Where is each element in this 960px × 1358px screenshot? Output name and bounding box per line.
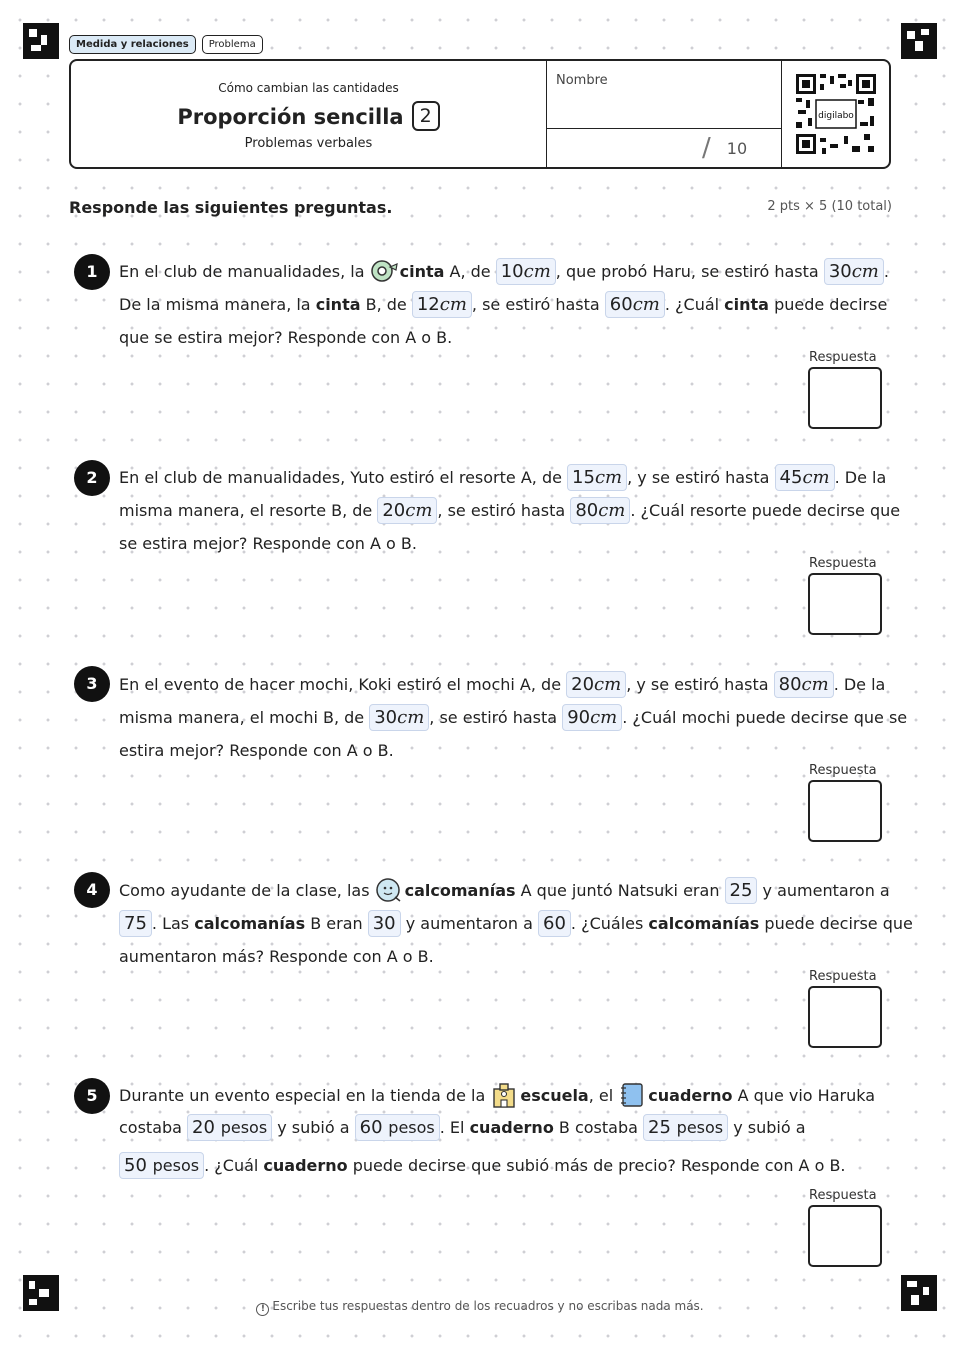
answer-label: Respuesta xyxy=(809,1188,877,1203)
answer-label: Respuesta xyxy=(809,350,877,365)
name-divider xyxy=(547,128,781,129)
tape-icon xyxy=(370,258,398,284)
value-box: 12cm xyxy=(412,291,472,318)
value-box: 20cm xyxy=(566,671,626,698)
school-icon xyxy=(490,1082,518,1108)
sticker-icon xyxy=(375,877,403,903)
answer-label: Respuesta xyxy=(809,763,877,778)
value-box: 25 pesos xyxy=(643,1114,728,1141)
value-box: 75 xyxy=(119,910,152,937)
value-box: 25 xyxy=(725,877,758,904)
value-box: 10cm xyxy=(496,258,556,285)
value-box: 30cm xyxy=(824,258,884,285)
points-summary: 2 pts × 5 (10 total) xyxy=(767,199,892,214)
value-box: 90cm xyxy=(562,704,622,731)
question-number: 5 xyxy=(74,1078,110,1114)
value-box: 80cm xyxy=(570,497,630,524)
instructions: Responde las siguientes preguntas. xyxy=(69,198,393,217)
name-field[interactable] xyxy=(546,61,782,167)
answer-box[interactable] xyxy=(808,367,882,429)
answer-box[interactable] xyxy=(808,1205,882,1267)
score-total: 10 xyxy=(726,139,748,158)
question-text: Durante un evento especial en la tienda de la escuela, el cuaderno A que vio Haruka costaba 20 pesos y subió a 60 pesos . El cuaderno B costaba 25 pesos y subió a 50 pesos . ¿Cuál cuaderno puede decirse que subió más de precio? Responde con A o B. xyxy=(119,1080,895,1182)
value-box: 30cm xyxy=(369,704,429,731)
score-field[interactable]: / 10 xyxy=(702,133,748,163)
value-box: 60 pesos xyxy=(355,1114,440,1141)
worksheet-header xyxy=(69,59,891,169)
question-number: 4 xyxy=(74,872,110,908)
worksheet-category: Problemas verbales xyxy=(244,136,373,151)
worksheet-title: Proporción sencilla xyxy=(177,105,404,129)
answer-box[interactable] xyxy=(808,986,882,1048)
answer-label: Respuesta xyxy=(809,556,877,571)
value-box: 20cm xyxy=(377,497,437,524)
value-box: 60 xyxy=(538,910,571,937)
tag-list xyxy=(69,35,263,54)
worksheet-subtitle: Cómo cambian las cantidades xyxy=(218,81,399,95)
qr-code-label: digilabo xyxy=(818,111,854,121)
corner-marker-top-left xyxy=(23,23,59,59)
footer-text: Escribe tus respuestas dentro de los recuadros y no escribas nada más. xyxy=(272,1299,704,1313)
corner-marker-top-right xyxy=(901,23,937,59)
info-icon: ! xyxy=(256,1303,269,1316)
value-box: 60cm xyxy=(605,291,665,318)
tag-subject: Medida y relaciones xyxy=(69,35,196,54)
question-text: En el club de manualidades, la cinta A, de 10cm , que probó Haru, se estiró hasta 30cm . De la misma manera, la cinta B, de 12cm , se estiró hasta 60cm . ¿Cuál cinta puede decirse que se estira mejor? Responde con A o B. xyxy=(119,255,895,354)
tag-type: Problema xyxy=(202,35,263,54)
answer-label: Respuesta xyxy=(809,969,877,984)
value-box: 50 pesos xyxy=(119,1152,204,1179)
worksheet-title-row xyxy=(71,101,546,131)
title-area xyxy=(71,61,546,167)
question-number: 3 xyxy=(74,666,110,702)
question-text: Como ayudante de la clase, las calcomanías A que juntó Natsuki eran 25 y aumentaron a 75 . Las calcomanías B eran 30 y aumentaron a 60 . ¿Cuáles calcomanías puede decirse que aumentaron más? Responde con A o B. xyxy=(119,874,895,973)
value-box: 30 xyxy=(368,910,401,937)
footer-note xyxy=(0,1299,960,1316)
question-number: 1 xyxy=(74,254,110,290)
answer-box[interactable] xyxy=(808,573,882,635)
value-box: 80cm xyxy=(774,671,834,698)
value-box: 45cm xyxy=(775,464,835,491)
question-number: 2 xyxy=(74,460,110,496)
qr-code-icon xyxy=(794,72,878,156)
worksheet-number: 2 xyxy=(412,101,440,131)
question-text: En el club de manualidades, Yuto estiró el resorte A, de 15cm , y se estiró hasta 45cm . De la misma manera, el resorte B, de 20cm , se estiró hasta 80cm . ¿Cuál resorte puede decirse que se estira mejor? Responde con A o B. xyxy=(119,461,895,560)
answer-box[interactable] xyxy=(808,780,882,842)
value-box: 15cm xyxy=(567,464,627,491)
question-text: En el evento de hacer mochi, Koki estiró el mochi A, de 20cm , y se estiró hasta 80cm . De la misma manera, el mochi B, de 30cm , se estiró hasta 90cm . ¿Cuál mochi puede decirse que se estira mejor? Responde con A o B. xyxy=(119,668,895,767)
value-box: 20 pesos xyxy=(187,1114,272,1141)
name-label: Nombre xyxy=(556,73,608,88)
notebook-icon xyxy=(618,1082,646,1108)
